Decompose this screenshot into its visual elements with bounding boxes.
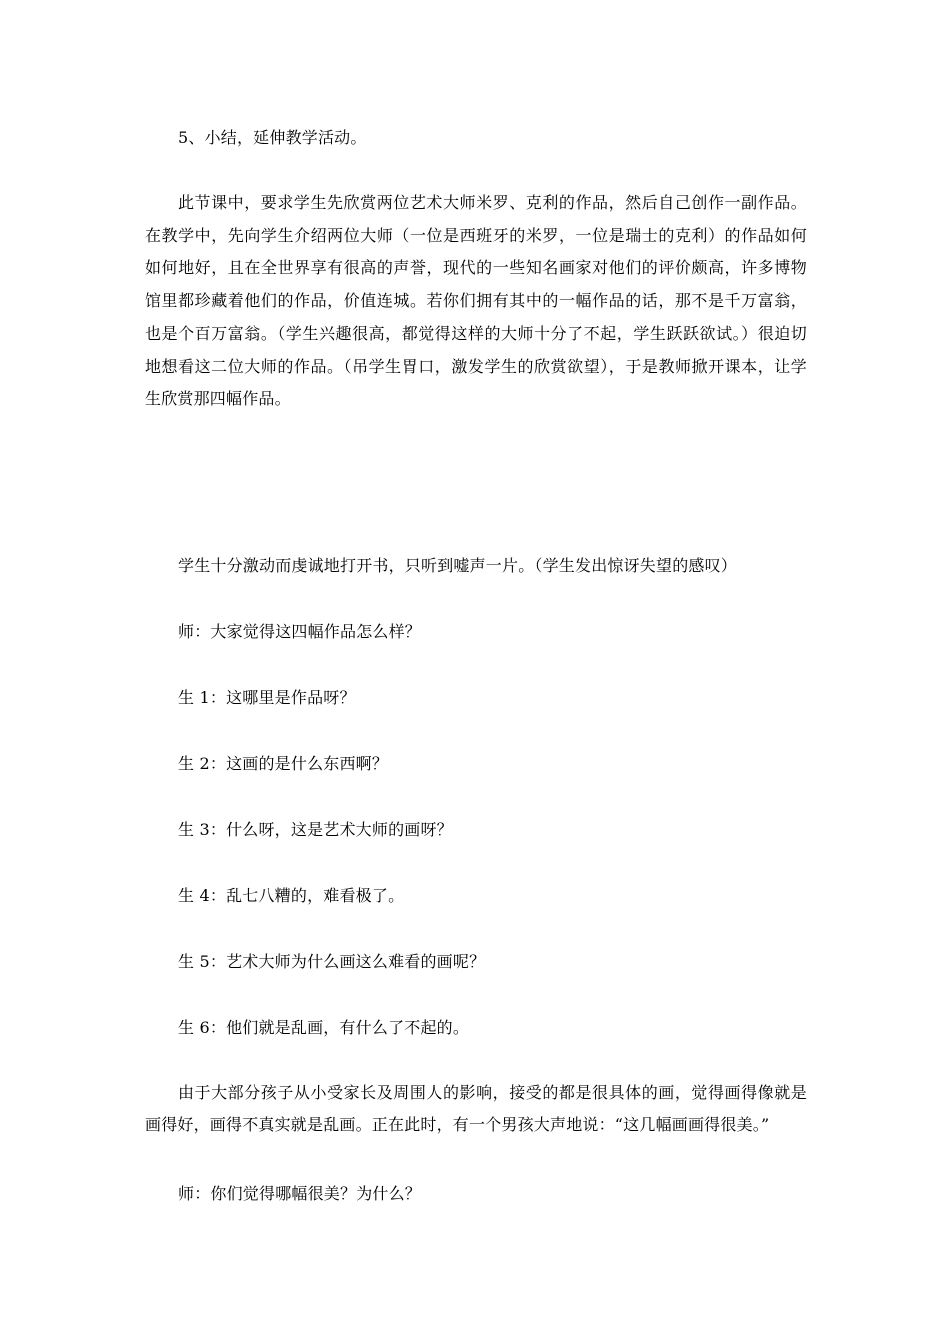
dialogue-student-3: 生 3：什么呀，这是艺术大师的画呀？	[178, 820, 453, 839]
paragraph-analysis: 由于大部分孩子从小受家长及周围人的影响，接受的都是很具体的画，觉得画得像就是画得好，画得不真实就是乱画。正在此时，有一个男孩大声地说：“这几幅画画得很美。”	[145, 1083, 807, 1134]
dialogue-student-4: 生 4：乱七八糟的，难看极了。	[178, 886, 405, 905]
section-heading-summary: 5、小结，延伸教学活动。	[178, 128, 367, 147]
dialogue-teacher-question: 师：大家觉得这四幅作品怎么样？	[178, 622, 422, 641]
paragraph-lesson-intro: 此节课中，要求学生先欣赏两位艺术大师米罗、克利的作品，然后自己创作一副作品。在教学中，先向学生介绍两位大师（一位是西班牙的米罗，一位是瑞士的克利）的作品如何如何地好，且在全世界享有很高的声誉，现代的一些知名画家对他们的评价颇高，许多博物馆里都珍藏着他们的作品，价值连城。若你们拥有其中的一幅作品的话，那不是千万富翁，也是个百万富翁。（学生兴趣很高，都觉得这样的大师十分了不起，学生跃跃欲试。）很迫切地想看这二位大师的作品。（吊学生胃口，激发学生的欣赏欲望），于是教师掀开课本，让学生欣赏那四幅作品。	[145, 193, 807, 409]
dialogue-student-5: 生 5：艺术大师为什么画这么难看的画呢？	[178, 952, 486, 971]
dialogue-teacher-followup: 师：你们觉得哪幅很美？为什么？	[178, 1184, 422, 1203]
dialogue-student-2: 生 2：这画的是什么东西啊？	[178, 754, 389, 773]
dialogue-student-6: 生 6：他们就是乱画，有什么了不起的。	[178, 1018, 470, 1037]
dialogue-student-1: 生 1：这哪里是作品呀？	[178, 688, 356, 707]
paragraph-student-reaction: 学生十分激动而虔诚地打开书，只听到嘘声一片。（学生发出惊讶失望的感叹）	[178, 556, 738, 575]
